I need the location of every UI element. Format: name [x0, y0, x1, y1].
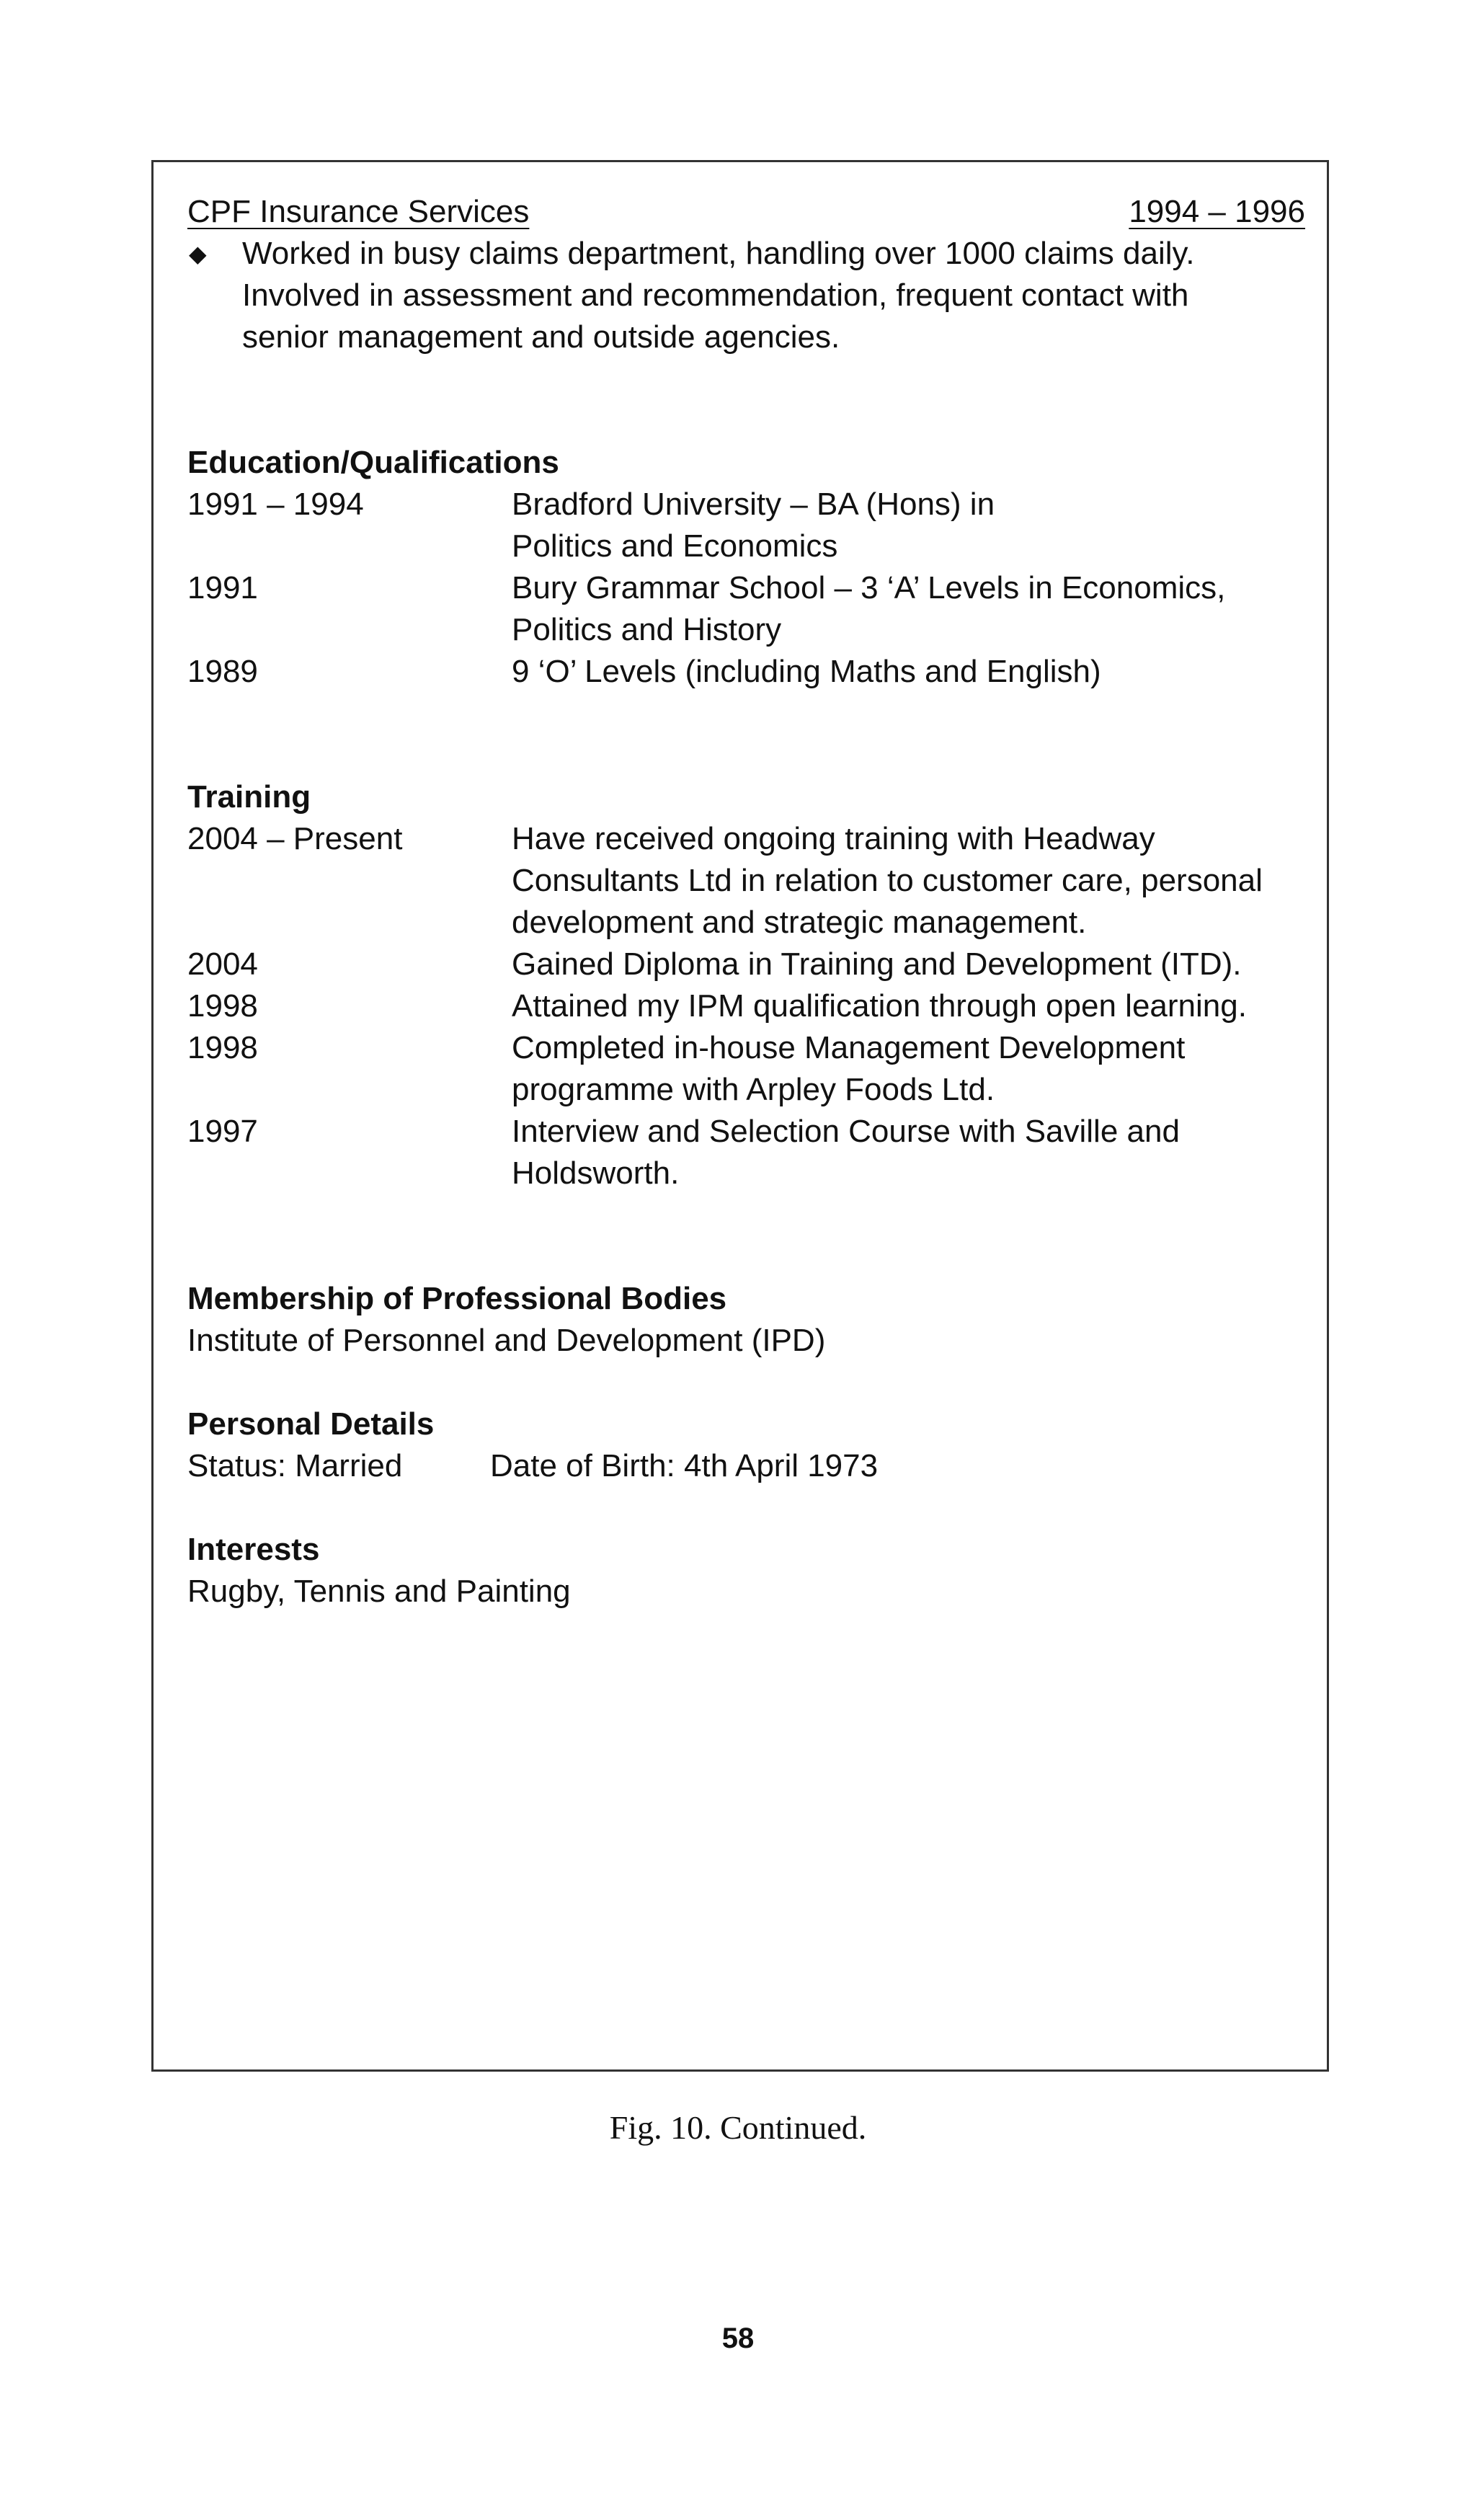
date-of-birth: Date of Birth: 4th April 1973 — [490, 1448, 879, 1483]
training-year: 2004 — [187, 946, 258, 982]
cv-frame — [151, 160, 1329, 2072]
training-description — [512, 944, 1305, 985]
training-description — [512, 1111, 1305, 1194]
training-description — [512, 818, 1305, 944]
personal-heading: Personal Details — [187, 1406, 435, 1442]
training-entry — [187, 985, 1305, 1027]
training-description — [512, 1027, 1305, 1111]
training-entry — [187, 1027, 1305, 1111]
education-description — [512, 567, 1305, 651]
training-description — [512, 985, 1305, 1027]
education-heading: Education/Qualifications — [187, 445, 559, 480]
membership-heading: Membership of Professional Bodies — [187, 1281, 727, 1316]
training-entry — [187, 1111, 1305, 1194]
job-description — [242, 233, 1305, 358]
training-line: programme with Arpley Foods Ltd. — [512, 1072, 995, 1107]
job-description-line: Involved in assessment and recommendation, frequent contact with — [242, 278, 1189, 313]
job-description-line: Worked in busy claims department, handling over 1000 claims daily. — [242, 236, 1195, 271]
education-line: Politics and History — [512, 612, 782, 647]
education-entry — [187, 651, 1305, 693]
training-line: Consultants Ltd in relation to customer care, personal — [512, 863, 1263, 898]
diamond-bullet-icon: ◆ — [189, 241, 207, 267]
training-year: 1998 — [187, 988, 258, 1024]
personal-details-row — [187, 1445, 1305, 1487]
education-year: 1991 – 1994 — [187, 487, 364, 522]
interests-heading: Interests — [187, 1532, 320, 1567]
education-description — [512, 651, 1305, 693]
training-heading: Training — [187, 779, 311, 815]
job-header — [187, 191, 1305, 233]
training-entry — [187, 944, 1305, 985]
education-line: Bury Grammar School – 3 ‘A’ Levels in Economics, — [512, 570, 1226, 605]
cv-content — [187, 191, 1305, 1612]
page-number: 58 — [721, 2322, 755, 2354]
training-line: development and strategic management. — [512, 905, 1087, 940]
marital-status: Status: Married — [187, 1448, 403, 1483]
training-line: Interview and Selection Course with Saville and — [512, 1114, 1180, 1149]
job-company: CPF Insurance Services — [187, 194, 530, 229]
education-description — [512, 484, 1305, 567]
training-year: 1998 — [187, 1030, 258, 1065]
training-line: Have received ongoing training with Headway — [512, 821, 1155, 856]
education-year: 1989 — [187, 654, 258, 689]
interests-text: Rugby, Tennis and Painting — [187, 1574, 571, 1609]
education-entry — [187, 484, 1305, 567]
training-line: Holdsworth. — [512, 1155, 680, 1191]
training-year: 1997 — [187, 1114, 258, 1149]
job-description-line: senior management and outside agencies. — [242, 319, 840, 355]
membership-text: Institute of Personnel and Development (IPD) — [187, 1323, 826, 1358]
training-line: Completed in-house Management Development — [512, 1030, 1186, 1065]
education-year: 1991 — [187, 570, 258, 605]
education-line: Politics and Economics — [512, 528, 838, 564]
education-line: Bradford University – BA (Hons) in — [512, 487, 995, 522]
training-line: Attained my IPM qualification through open learning. — [512, 988, 1247, 1024]
training-line: Gained Diploma in Training and Development (ITD). — [512, 946, 1242, 982]
training-entry — [187, 818, 1305, 944]
education-line: 9 ‘O’ Levels (including Maths and English) — [512, 654, 1101, 689]
figure-caption: Fig. 10. Continued. — [609, 2109, 867, 2146]
job-dates: 1994 – 1996 — [1129, 194, 1305, 229]
job-bullet — [187, 233, 1305, 358]
training-year: 2004 – Present — [187, 821, 403, 856]
education-entry — [187, 567, 1305, 651]
